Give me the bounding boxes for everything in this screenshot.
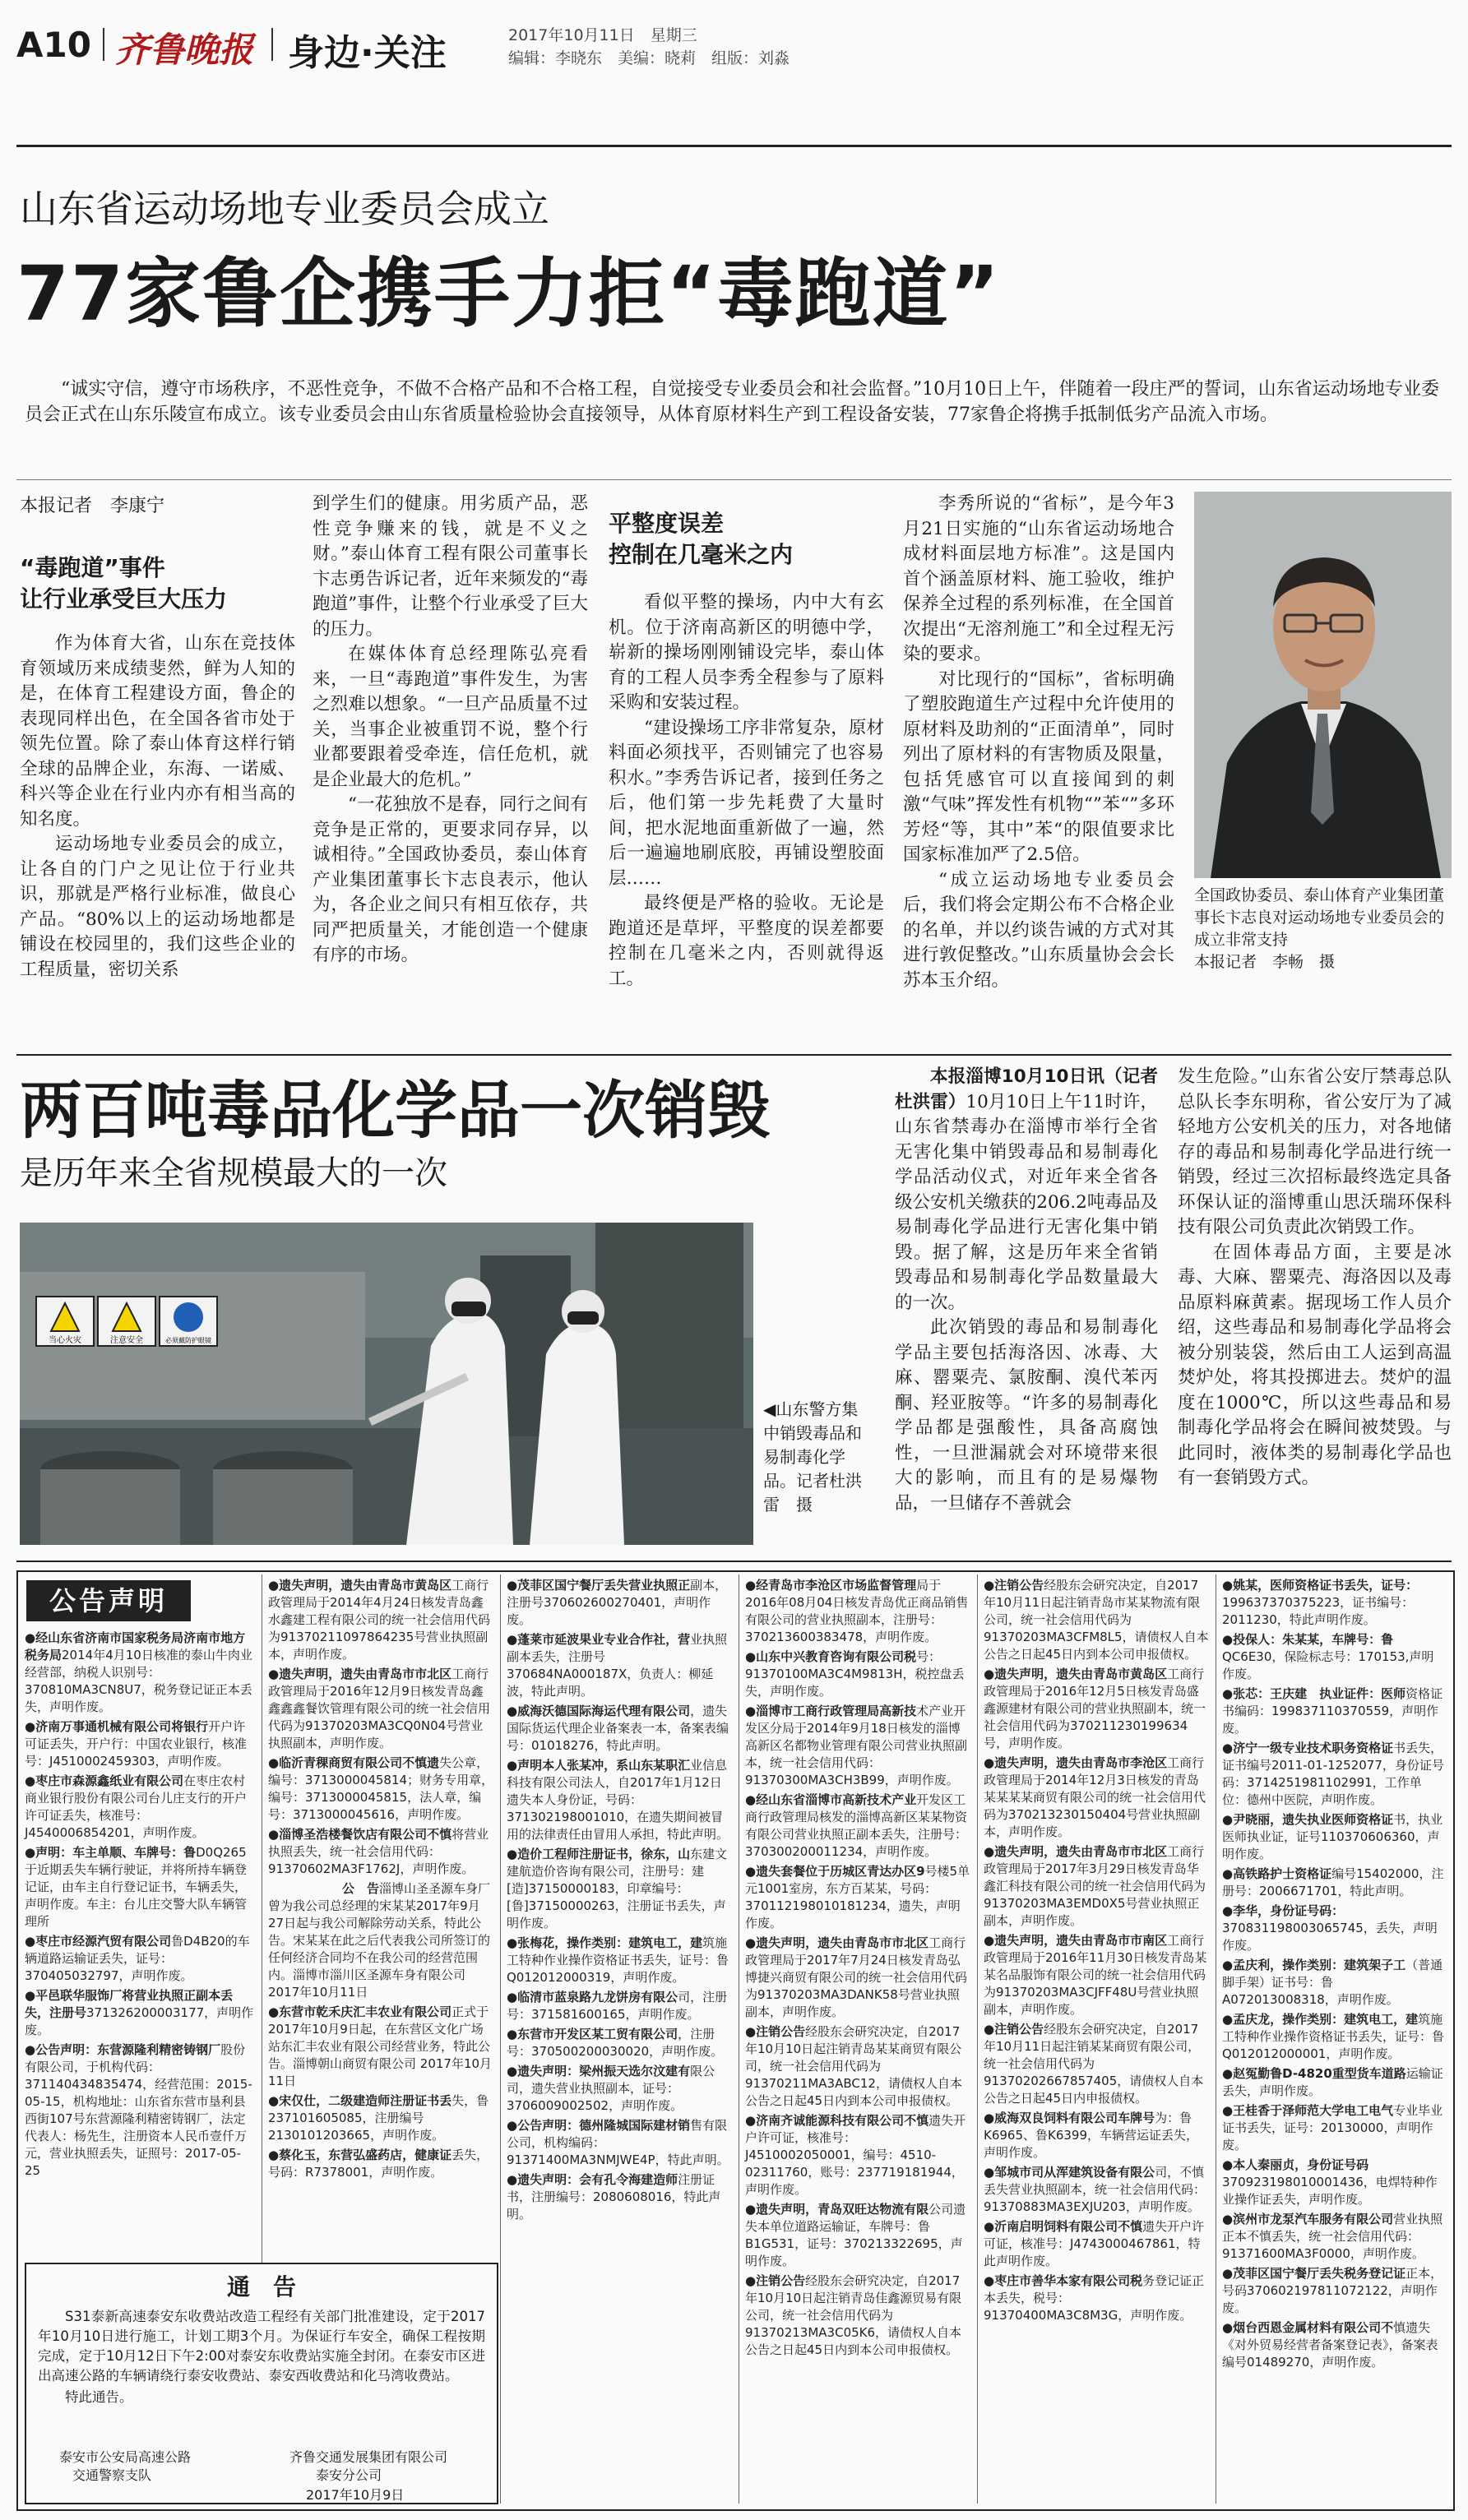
story1-column-3 xyxy=(609,590,884,1044)
notice-item: ●淄博市工商行政管理局高新技术产业开发区分局于2014年9月18日核发的淄博高新区名都物业管理有限公司营业执照副本，统一社会信用代码：91370300MA3CH3B99，声明作废。 xyxy=(745,1704,968,1787)
sign-label: 注意安全 xyxy=(110,1336,143,1345)
story1-lead xyxy=(25,377,1439,459)
notice-item: ●投保人：朱某某，车牌号：鲁QC6E30，保险标志号：170153,声明作废。 xyxy=(1222,1632,1434,1681)
notice-item: ●遗失声明，遗失由青岛市市北区工商行政管理局于2017年3月29日核发青岛华鑫汇科技有限公司的统一社会信用代码为91370203MA3EMD0X5号营业执照正副本，声明作废。 xyxy=(984,1844,1206,1928)
paragraph: 此次销毁的毒品和易制毒化学品主要包括海洛因、冰毒、大麻、罂粟壳、氯胺酮、溴代苯丙酮、羟亚胺等。“许多的易制毒化学品都是强酸性，具备高腐蚀性，一旦泄漏就会对环境带来很大的影响，而且有的是易爆物品，一旦储存不善就会 xyxy=(895,1317,1158,1514)
notice-item: ●济南齐诚能源科技有限公司不慎遗失开户许可证，核准号：J4510002050001，编号：4510-02311760，账号：237719181944，声明作废。 xyxy=(745,2113,966,2197)
traffic-notice-date: 2017年10月9日 xyxy=(306,2487,405,2503)
story1-column-1 xyxy=(20,631,295,1043)
header-divider xyxy=(103,28,104,61)
notice-item: ●经山东省淄博市高新技术产业开发区工商行政管理局核发的淄博高新区某某物资有限公司营业执照正副本丢失，注册号：370300200011234，声明作废。 xyxy=(745,1792,968,1859)
notice-item: ●蓬莱市延波果业专业合作社，营业执照副本丢失，注册号370684NA000187X，负责人：柳延波，特此声明。 xyxy=(507,1632,728,1699)
story1-lead-text: “诚实守信，遵守市场秩序，不恶性竞争，不做不合格产品和不合格工程，自觉接受专业委员会和社会监督。”10月10日上午，伴随着一段庄严的誓词，山东省运动场地专业委员会正式在山东乐陵宣布成立。该专业委员会由山东省质量检验协会直接领导，从体育原材料生产到工程设备安装，77家鲁企将携手抵制低劣产品流入市场。 xyxy=(25,379,1439,425)
notice-item: ●公告声明：东营源隆利精密铸钢厂股份有限公司，于机构代码：371140434835474，经营范围：2015-05-15，机构地址：山东省东营市垦利县西街107号东营源隆利精密铸钢厂，法定代表人：杨先生，注册资本人民币壹仟万元，营业执照丢失，证照号：2017-05-25 xyxy=(25,2042,252,2178)
notice-item: ●枣庄市经源汽贸有限公司鲁D4B20的车辆道路运输证丢失，证号：370405032797，声明作废。 xyxy=(25,1934,250,1983)
paragraph: 最终便是严格的验收。无论是跑道还是草坪，平整度的误差都要控制在几毫米之内，否则就得返工。 xyxy=(609,893,884,989)
notice-item: ●经青岛市李沧区市场监督管理局于2016年08月04日核发青岛优正商品销售有限公司的营业执照副本，注册号：370213600383478，声明作废。 xyxy=(745,1578,969,1644)
notice-item: ●遗失声明，青岛双旺达物流有限公司遗失本单位道路运输证，车牌号：鲁B1G531，证号：370213322695，声明作废。 xyxy=(745,2202,966,2268)
notice-item: ●公告声明：德州隆城国际建材销售有限公司，机构编码：91371400MA3NMJWE4P，特此声明。 xyxy=(507,2118,729,2167)
traffic-notice-box xyxy=(25,2263,498,2504)
notice-section-rule xyxy=(16,1561,1452,1562)
issue-date: 2017年10月11日 星期三 xyxy=(508,26,697,44)
notice-item: ●姚某，医师资格证书丢失，证号：199637370375223，证书编号：2011230，特此声明作废。 xyxy=(1222,1578,1419,1627)
paragraph: 发生危险。”山东省公安厅禁毒总队总队长李东明称，省公安厅为了减轻地方公安机关的压力，对各地储存的毒品和易制毒化学品进行统一销毁，经过三次招标最终选定具备环保认证的淄博重山思沃瑞环保科技有限公司负责此次销毁工作。 xyxy=(1178,1066,1452,1237)
portrait-caption: 全国政协委员、泰山体育产业集团董事长卞志良对运动场地专业委员会的成立非常支持 本报记者 李畅 摄 xyxy=(1194,886,1445,971)
paragraph: 看似平整的操场，内中大有玄机。位于济南高新区的明德中学，崭新的操场刚刚铺设完毕，泰山体育的工程人员李秀全程参与了原料采购和安装过程。 xyxy=(609,592,884,713)
notice-item: ●注销公告经股东会研究决定，自2017年10月11日起注销某某商贸有限公司，统一社会信用代码为91370202667857405，请债权人自本公告之日起45日内申报债权。 xyxy=(984,2022,1204,2106)
header-divider-2 xyxy=(271,28,273,61)
story1-column-4 xyxy=(903,492,1174,1044)
notice-item: ●茂菲区国宁餐厅丢失营业执照正副本，注册号370602600270401，声明作废。 xyxy=(507,1578,728,1627)
story2-column-2 xyxy=(1178,1065,1452,1546)
notice-item: ●遗失声明，遗失由青岛市市北区工商行政管理局于2017年7月24日核发青岛弘博捷兴商贸有限公司的统一社会信用代码为91370203MA3DANK58号营业执照副本，声明作废。 xyxy=(745,1935,968,2019)
notice-column-3 xyxy=(507,1577,733,2502)
story1-kicker: 山东省运动场地专业委员会成立 xyxy=(20,187,549,231)
notice-item: ●济南万事通机械有限公司将银行开户许可证丢失，开户行：中国农业银行，核准号：J4510002459303，声明作废。 xyxy=(25,1719,248,1769)
traffic-notice-body: S31泰新高速泰安东收费站改造工程经有关部门批准建设，定于2017年10月10日进行施工，计划工期3个月。为保证行车安全，确保工程按期完成，定于10月12日下午2:00对泰安东收费站实施全封闭。在泰安市区进出高速公路的车辆请绕行泰安收费站、泰安西收费站和化马湾收费站。 xyxy=(38,2309,485,2384)
notice-column-6 xyxy=(1222,1577,1446,2502)
paragraph: 运动场地专业委员会的成立，让各自的门户之见让位于行业共识，那就是严格行业标准，做良心产品。“80%以上的运动场地都是铺设在校园里的，我们这些企业的工程质量，密切关系 xyxy=(20,834,295,980)
story2-column-1 xyxy=(895,1065,1176,1546)
notice-column-5 xyxy=(984,1577,1210,2502)
notice-item: ●注销公告经股东会研究决定，自2017年10月10日起注销青岛某某商贸有限公司，统一社会信用代码为91370211MA3ABC12，请债权人自本公告之日起45日内到本公司申报债权。 xyxy=(745,2024,962,2108)
drug-destruction-photo xyxy=(20,1223,753,1545)
notice-item: ●遗失声明，遗失由青岛市市南区工商行政管理局于2016年11月30日核发青岛某某名品服饰有限公司的统一社会信用代码为91370203MA3CJFF48U号营业执照副本，声明作废。 xyxy=(984,1933,1207,2017)
notice-item: 公 告淄博山圣圣源车身厂曾为我公司总经理的宋某某2017年9月27日起与我公司解除劳动关系，特此公告。宋某某在此之后代表我公司所签订的任何经济合同均不在我公司的经营范围内。淄博市淄川区圣源车身有限公司 2017年10月11日 xyxy=(268,1881,491,2000)
notice-item: ●造价工程师注册证书，徐东，山东建文建航造价咨询有限公司，注册号：建[造]37150000183，印章编号：[鲁]37150000263，注册证书丢失，声明作废。 xyxy=(507,1847,728,1930)
paragraph: “建设操场工序非常复杂，原材料面必须找平，否则铺完了也容易积水。”李秀告诉记者，接到任务之后，他们第一步先耗费了大量时间，把水泥地面重新做了一遍，然后一遍遍地刷底胶，再铺设塑胶面层…… xyxy=(609,717,884,889)
notice-divider xyxy=(500,1574,501,2504)
header-rule xyxy=(16,145,1452,147)
story1-byline: 本报记者 李康宁 xyxy=(20,496,165,516)
portrait-photo xyxy=(1194,492,1452,878)
notice-item: ●邹城市司从浑建筑设备有限公司，不慎丢失营业执照副本，统一社会信用代码：91370883MA3EXJU203，声明作废。 xyxy=(984,2165,1206,2214)
notice-item: ●声明：车主单顺、车牌号：鲁D0Q265于近期丢失车辆行驶证，并将所持车辆登记证，由车主自行登记证书，车辆丢失，声明作废。车主：台儿庄交警大队车辆管理所 xyxy=(25,1845,248,1929)
notice-item: ●遗失声明，遗失由青岛市市北区工商行政管理局于2016年12月9日核发青岛鑫鑫鑫鑫餐饮管理有限公司的统一社会信用代码为91370203MA3CQ0N04号营业执照副本，声明作废。 xyxy=(268,1667,491,1750)
section-title: 身边·关注 xyxy=(288,32,447,74)
sign-label: 当心火灾 xyxy=(49,1336,81,1345)
sign-label: 必须戴防护眼镜 xyxy=(165,1337,211,1344)
notice-item: ●临清市蓝泉路九龙饼房有限公司，注册号：371581600165，声明作废。 xyxy=(507,1990,728,2022)
notice-item: ●东营市开发区某工贸有限公司，注册号：370500200030020，声明作废。 xyxy=(507,2027,724,2059)
notice-item: ●本人秦丽贞，身份证号码370923198010001436，电焊特种作业操作证丢失，声明作废。 xyxy=(1222,2157,1438,2207)
notice-item: ●注销公告经股东会研究决定，自2017年10月11日起注销青岛市某某物流有限公司，统一社会信用代码为91370203MA3CFM8L5，请债权人自本公告之日起45日内到本公司申报债权。 xyxy=(984,1578,1209,1662)
signature-line: 齐鲁交通发展集团有限公司 xyxy=(289,2449,448,2465)
newspaper-logo: 齐鲁晚报 xyxy=(115,30,254,70)
notice-item: ●淄博圣浩楼餐饮店有限公司不慎将营业执照丢失，统一社会信用代码：91370602MA3F1762J，声明作废。 xyxy=(268,1827,489,1876)
notice-item: ●烟台西恩金属材料有限公司不慎遗失《对外贸易经营者备案登记表》，备案表编号01489270，声明作废。 xyxy=(1222,2320,1438,2370)
editor-credits: 编辑：李晓东 美编：晓莉 组版：刘淼 xyxy=(508,49,790,67)
notice-item: ●孟庆利，操作类别：建筑架子工（普通脚手架）证书号：鲁A072013008318，声明作废。 xyxy=(1222,1958,1443,2007)
notice-item: ●威海沃德国际海运代理有限公司，遗失国际货运代理企业备案表一本，备案表编号：01018276，特此声明。 xyxy=(507,1704,729,1753)
page-number: A10 xyxy=(16,25,91,65)
notice-item: ●张梅花，操作类别：建筑电工，建筑施工特种作业操作资格证书丢失，证号：鲁Q012012000319，声明作废。 xyxy=(507,1935,729,1985)
notice-item: ●注销公告经股东会研究决定，自2017年10月10日起注销青岛佳鑫源贸易有限公司，统一社会信用代码为91370213MA3C05K6，请债权人自本公告之日起45日内到本公司申报债权。 xyxy=(745,2273,962,2357)
signature-line: 泰安市公安局高速公路 xyxy=(59,2449,192,2465)
notice-item: ●高铁路护士资格证编号15402000，注册号：2006671701，特此声明。 xyxy=(1222,1866,1444,1898)
notice-item: ●遗失声明，遗失由青岛市黄岛区工商行政管理局于2014年4月24日核发青岛鑫水鑫建工程有限公司的统一社会信用代码为91370211097864235号营业执照副本，声明作废。 xyxy=(268,1578,491,1662)
traffic-notice-title: 通 告 xyxy=(226,2273,296,2300)
story2-headline: 两百吨毒品化学品一次销毁 xyxy=(20,1074,770,1147)
notice-item: ●枣庄市森源鑫纸业有限公司在枣庄农村商业银行股份有限公司台儿庄支行的开户许可证丢失，核准号：J4540006854201，声明作废。 xyxy=(25,1773,248,1840)
notice-column-1 xyxy=(25,1630,255,2254)
notice-column-4 xyxy=(745,1577,971,2502)
notice-item: ●李华，身份证号码：370831198003065745，丢失，声明作废。 xyxy=(1222,1903,1438,1953)
notice-item: ●枣庄市善华本家有限公司税务登记证正本丢失，税号：91370400MA3C8M3G，声明作废。 xyxy=(984,2273,1205,2323)
paragraph: “成立运动场地专业委员会后，我们将会定期公布不合格企业的名单，并以约谈告诫的方式对其进行敦促整改。”山东质量协会会长苏本玉介绍。 xyxy=(903,869,1174,991)
notice-item: ●遗失声明：梁州振天选尔汶建有限公司，遗失营业执照副本，证号：3706009002502，声明作废。 xyxy=(507,2064,715,2113)
notice-item: ●孟庆龙，操作类别：建筑电工，建筑施工特种作业操作资格证书丢失，证号：鲁Q012012000001，声明作废。 xyxy=(1222,2012,1445,2061)
story2-photo-caption: ◀山东警方集中销毁毒品和易制毒化学品。记者杜洪雷 摄 xyxy=(763,1399,862,1514)
notice-item: ●平邑联华服饰厂将营业执照正副本丢失，注册号371326200003177，声明作废。 xyxy=(25,1988,254,2037)
notice-column-2 xyxy=(268,1577,494,2243)
traffic-notice-signature-left xyxy=(59,2448,191,2485)
signature-line: 交通警察支队 xyxy=(72,2467,152,2483)
notice-item: ●遗失套餐位于历城区青达办区9号楼5单元1001室房，东方百某某，号码：370112198010181234，遗失，声明作废。 xyxy=(745,1864,970,1930)
notice-item: ●赵冤勤鲁D-4820重型货车道路运输证丢失，声明作废。 xyxy=(1222,2066,1443,2098)
page-header xyxy=(0,0,1468,74)
paragraph: “一花独放不是春，同行之间有竞争是正常的，更要求同存异，以诚相待。”全国政协委员，泰山体育产业集团董事长卞志良表示，他认为，各企业之间只有相互依存，共同严把质量关，才能创造一个健康有序的市场。 xyxy=(313,794,588,965)
story1-headline: 77家鲁企携手力拒“毒跑道” xyxy=(16,250,1001,338)
traffic-notice-closing: 特此通告。 xyxy=(65,2389,133,2405)
notice-divider xyxy=(977,1574,978,2504)
paragraph: 对比现行的“国标”，省标明确了塑胶跑道生产过程中允许使用的原材料及助剂的“正面清单”，同时列出了原材料的有害物质及限量，包括凭感官可以直接闻到的刺激“气味”挥发性有机物“”苯“”多环芳烃“等，其中”苯“的限值要求比国家标准加严了2.5倍。 xyxy=(903,668,1174,865)
notice-item: ●尹晓丽，遗失执业医师资格证书，执业医师执业证，证号110370606360，声明作废。 xyxy=(1222,1812,1443,1861)
notice-item: ●遗失声明，遗失由青岛市李沧区工商行政管理局于2014年12月3日核发的青岛某某某某商贸有限公司的统一社会信用代码为370213230150404号营业执照副本，声明作废。 xyxy=(984,1755,1206,1839)
destruction-scene xyxy=(20,1223,753,1545)
notice-item: ●威海双良饲料有限公司车牌号为：鲁K6965、鲁K6399，车辆营运证丢失，声明作废。 xyxy=(984,2111,1199,2160)
notice-item: ●茂菲区国宁餐厅丢失税务登记证正本，号码370602197811072122，声明作废。 xyxy=(1222,2266,1443,2315)
story-divider xyxy=(16,1054,1452,1056)
notice-item: ●滨州市龙泵汽车服务有限公司营业执照正本不慎丢失，统一社会信用代码：91371600MA3F0000，声明作废。 xyxy=(1222,2212,1443,2261)
notice-item: ●遗失声明：会有孔令海建造师注册证书，注册编号：2080608016，特此声明。 xyxy=(507,2172,721,2222)
story1-subhead-1: “毒跑道”事件 让行业承受巨大压力 xyxy=(20,554,228,613)
paragraph: 在媒体体育总经理陈弘亮看来，一旦“毒跑道”事件发生，为害之烈难以想象。“一旦产品质量不过关，当事企业被重罚不说，整个行业都要跟着受牵连，信任危机，就是企业最大的危机。” xyxy=(313,644,588,790)
notice-banner xyxy=(26,1580,191,1621)
notice-item: ●蔡化玉，东营弘盛药店，健康证丢失，号码：R7378001，声明作废。 xyxy=(268,2148,489,2180)
notice-item: ●声明本人张某冲，系山东某职汇业信息科技有限公司法人，自2017年1月12日遗失本人身份证，号码：371302198001010，在遗失期间被冒用的法律责任由冒用人承担，特此声明。 xyxy=(507,1758,729,1842)
notice-item: ●济宁一级专业技术职务资格证书丢失，证书编号2011-01-1252077，身份证号码：3714251981102991，工作单位：德州中医院，声明作废。 xyxy=(1222,1741,1444,1807)
traffic-notice-signature-right xyxy=(289,2448,447,2485)
paragraph: 李秀所说的“省标”，是今年3月21日实施的“山东省运动场地合成材料面层地方标准”。这是国内首个涵盖原材料、施工验收，维护保养全过程的系列标准，在全国首次提出“无溶剂施工”和全过程无污染的要求。 xyxy=(903,493,1174,664)
story1-subhead-2: 平整度误差 控制在几毫米之内 xyxy=(609,510,794,568)
lead-rule xyxy=(16,479,1452,480)
notice-item: ●经山东省济南市国家税务局济南市地方税务局2014年4月10日核准的泰山牛肉业经营部，纳税人识别号：370810MA3CN8U7，税务登记证正本丢失，声明作废。 xyxy=(25,1630,252,1714)
portrait-figure xyxy=(1194,492,1452,878)
notice-item: ●遗失声明，遗失由青岛市黄岛区工商行政管理局于2016年12月5日核发青岛盛鑫源建材有限公司的营业执照副本，统一社会信用代码为370211230199634号，声明作废。 xyxy=(984,1667,1206,1750)
notice-item: ●王桂香于泽师范大学电工电气专业毕业证书丢失，证号：20130000，声明作废。 xyxy=(1222,2103,1443,2152)
notice-item: ●沂南启明饲料有限公司不慎遗失开户许可证，核准号：J4743000467861，特此声明作废。 xyxy=(984,2219,1205,2268)
story2-dateline: 本报淄博10月10日讯（记者 杜洪雷） xyxy=(895,1066,1176,1112)
notice-item: ●临沂青稞商贸有限公司不慎遗失公章，编号：3713000045814；财务专用章，编号：3713000045815，法人章，编号：3713000045616，声明作废。 xyxy=(268,1755,494,1822)
notice-item: ●东营市乾禾庆汇丰农业有限公司正式于2017年10月9日起，在东营区文化广场站东汇丰农业有限公司经营业务，特此公告。淄博朝山商贸有限公司 2017年10月11日 xyxy=(268,2004,493,2088)
story2-subhead: 是历年来全省规模最大的一次 xyxy=(20,1154,447,1192)
paragraph: 作为体育大省，山东在竞技体育领域历来成绩斐然，鲜为人知的是，在体育工程建设方面，鲁企的表现同样出色，在全国各省市处于领先位置。除了泰山体育这样行销全球的品牌企业，东海、一诺威、科兴等企业在行业内亦有相当高的知名度。 xyxy=(20,633,295,830)
story1-column-2 xyxy=(313,492,588,1044)
paragraph: 到学生们的健康。用劣质产品，恶性竞争赚来的钱，就是不义之财。”泰山体育工程有限公司董事长卞志勇告诉记者，近年来频发的“毒跑道”事件，让整个行业承受了巨大的压力。 xyxy=(313,493,588,640)
paragraph: 在固体毒品方面，主要是冰毒、大麻、罂粟壳、海洛因以及毒品原料麻黄素。据现场工作人员介绍，这些毒品和易制毒化学品将会被分别装袋，然后由工人运到高温焚炉处，将其投掷进去。焚炉的温度在1000℃，所以这些毒品和易制毒化学品将会在瞬间被焚毁。与此同时，液体类的易制毒化学品也有一套销毁方式。 xyxy=(1178,1242,1452,1488)
notice-item: ●宋仅仕，二级建造师注册证书丢失，鲁237101605085，注册编号2130101203665，声明作废。 xyxy=(268,2093,489,2143)
signature-line: 泰安分公司 xyxy=(316,2467,382,2483)
paragraph: 10月10日上午11时许，山东省禁毒办在淄博市举行全省无害化集中销毁毒品和易制毒化学品活动仪式，对近年来全省各级公安机关缴获的206.2吨毒品及易制毒化学品进行无害化集中销毁。据了解，这是历年来全省销毁毒品和易制毒化学品数量最大的一次。 xyxy=(895,1091,1158,1313)
notice-item: ●张芯：王庆建 执业证件：医师资格证书编码：199837110370559，声明作废。 xyxy=(1222,1686,1443,1736)
notice-item: ●山东中兴教育咨询有限公司税号：91370100MA3C4M9813H，税控盘丢失，声明作废。 xyxy=(745,1649,965,1699)
notice-banner-text: 公告声明 xyxy=(49,1585,168,1616)
